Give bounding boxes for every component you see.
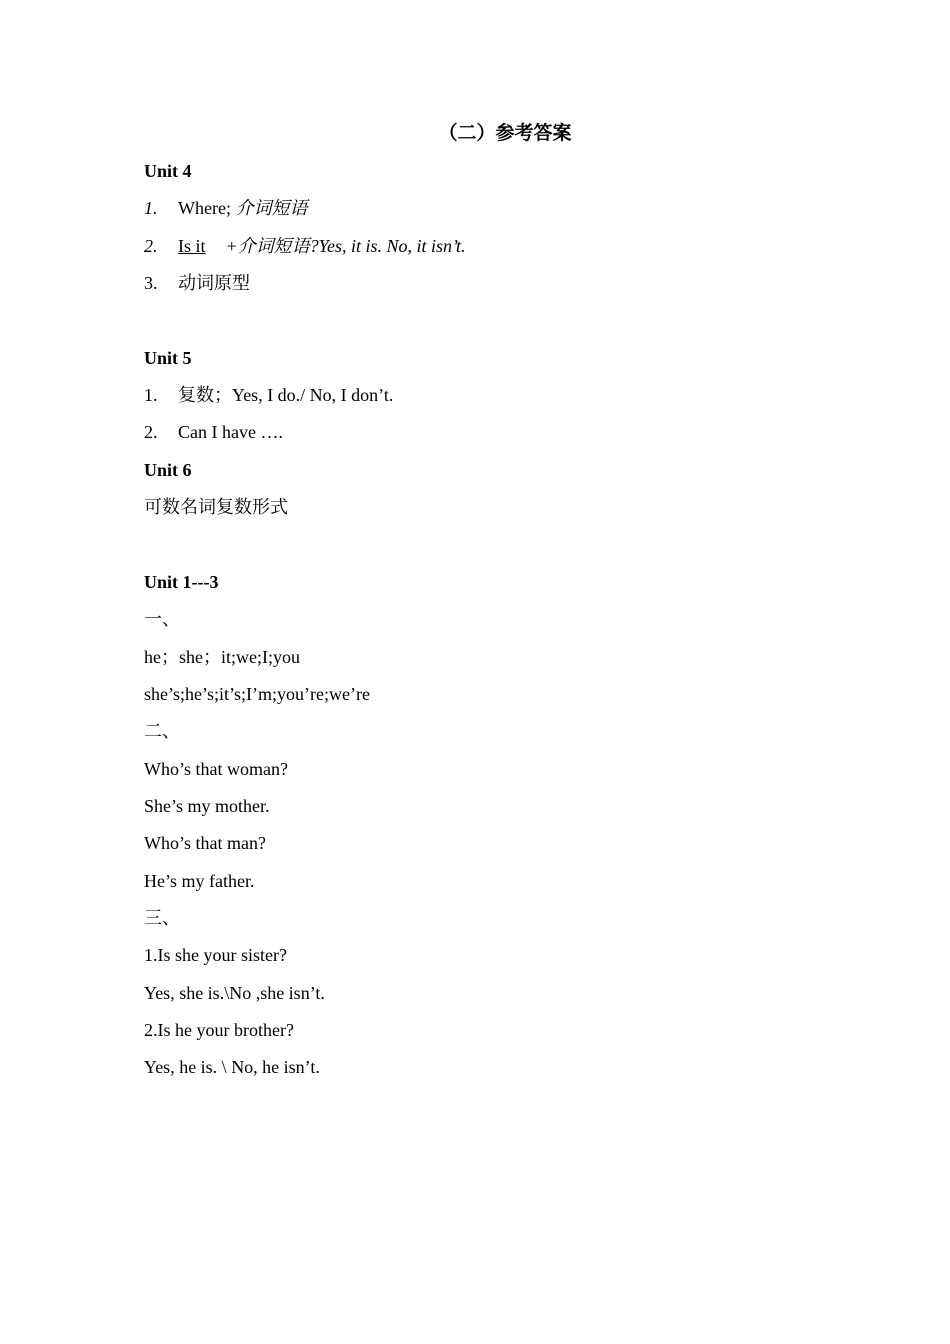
item-number: 2. xyxy=(144,422,158,442)
unit4-item-3 xyxy=(144,270,250,296)
item-text: Where; xyxy=(178,198,236,218)
item-text: 复数；Yes, I do./ No, I don’t. xyxy=(178,385,394,405)
item-text: 动词原型 xyxy=(178,273,250,293)
item-number: 1. xyxy=(144,385,158,405)
section-3-label: 三、 xyxy=(144,908,180,928)
unit6-heading: Unit 6 xyxy=(144,460,192,480)
unit6-text: 可数名词复数形式 xyxy=(144,497,288,517)
unit5-item-1 xyxy=(144,382,393,408)
section-1-label: 一、 xyxy=(144,609,180,629)
item-italic-text: +介词短语?Yes, it is. No, it isn’t. xyxy=(225,236,466,256)
unit5-item-2 xyxy=(144,419,283,445)
section-2-line: Who’s that man? xyxy=(144,833,266,853)
section-1-line: he；she；it;we;I;you xyxy=(144,647,300,667)
section-2-line: He’s my father. xyxy=(144,871,255,891)
page-title: （二）参考答案 xyxy=(438,123,572,144)
unit4-heading: Unit 4 xyxy=(144,161,192,181)
section-2-label: 二、 xyxy=(144,721,180,741)
unit4-item-2 xyxy=(144,233,466,259)
item-number: 2. xyxy=(144,236,158,256)
item-italic-text: 介词短语 xyxy=(235,198,308,218)
item-text: Can I have …. xyxy=(178,422,283,442)
section-2-line: She’s my mother. xyxy=(144,796,270,816)
item-number: 1. xyxy=(144,198,158,218)
unit4-item-1 xyxy=(144,195,307,221)
item-number: 3. xyxy=(144,273,158,293)
section-3-line: 1.Is she your sister? xyxy=(144,945,287,965)
section-2-line: Who’s that woman? xyxy=(144,759,288,779)
section-1-line: she’s;he’s;it’s;I’m;you’re;we’re xyxy=(144,684,370,704)
unit5-heading: Unit 5 xyxy=(144,348,192,368)
section-3-line: 2.Is he your brother? xyxy=(144,1020,294,1040)
section-3-line: Yes, she is.\No ,she isn’t. xyxy=(144,983,325,1003)
item-underlined-text: Is it xyxy=(178,236,206,256)
unit1-3-heading: Unit 1---3 xyxy=(144,572,219,592)
section-3-line: Yes, he is. \ No, he isn’t. xyxy=(144,1057,320,1077)
